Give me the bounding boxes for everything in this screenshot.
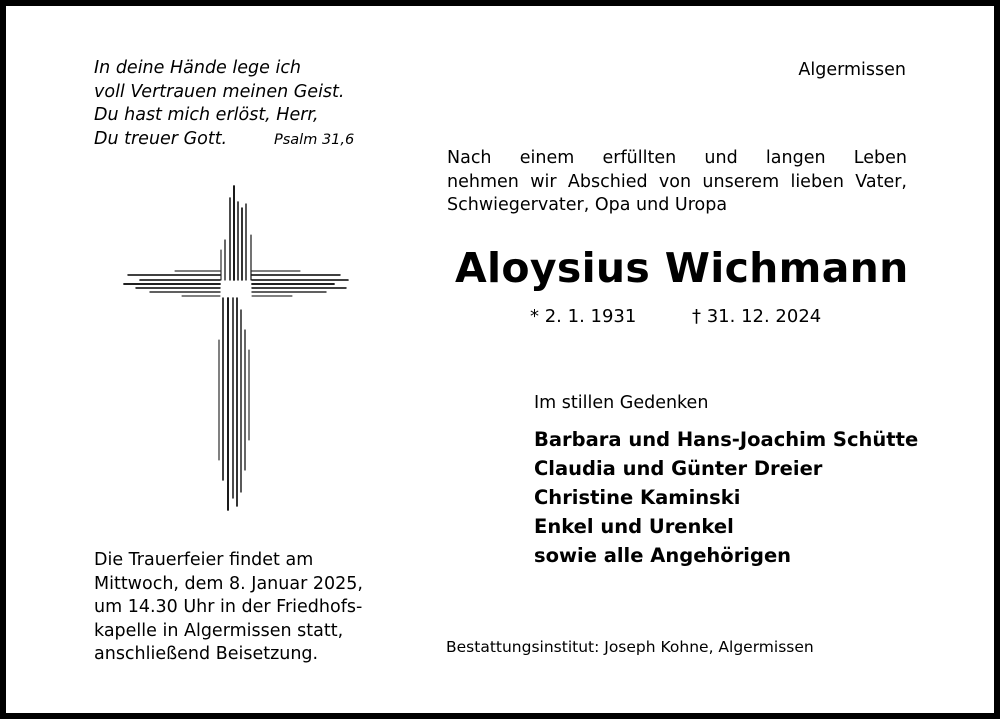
intro-text xyxy=(447,147,907,218)
intro-line: nehmen wir Abschied von unserem lieben Vater, xyxy=(447,171,907,192)
intro-line: Nach einem erfüllten und langen Leben xyxy=(447,148,907,168)
cross-icon xyxy=(120,180,360,520)
ceremony-line: um 14.30 Uhr in der Friedhofs- xyxy=(94,597,363,618)
ceremony-line: kapelle in Algermissen statt, xyxy=(94,620,344,641)
undertaker-info: Bestattungsinstitut: Joseph Kohne, Algermissen xyxy=(446,638,814,656)
mourner-name: Christine Kaminski xyxy=(534,486,741,509)
verse-line: Du hast mich erlöst, Herr, xyxy=(94,105,319,125)
mourner-name: Claudia und Günter Dreier xyxy=(534,457,823,480)
mourner-name: Barbara und Hans-Joachim Schütte xyxy=(534,428,919,451)
verse-line: voll Vertrauen meinen Geist. xyxy=(94,81,345,102)
death-date: † 31. 12. 2024 xyxy=(692,306,822,327)
mourners-heading: Im stillen Gedenken xyxy=(534,393,709,413)
bible-verse xyxy=(94,57,355,151)
birth-date: * 2. 1. 1931 xyxy=(530,306,637,327)
place-name: Algermissen xyxy=(798,60,906,80)
verse-line xyxy=(94,128,355,152)
ceremony-info xyxy=(94,549,363,667)
mourners-list xyxy=(534,425,918,570)
mourner-name: sowie alle Angehörigen xyxy=(534,544,792,567)
ceremony-line: Die Trauerfeier findet am xyxy=(94,550,314,570)
verse-reference: Psalm 31,6 xyxy=(274,131,355,148)
verse-line: In deine Hände lege ich xyxy=(94,58,302,78)
deceased-name: Aloysius Wichmann xyxy=(455,244,909,292)
verse-line-text: Du treuer Gott. xyxy=(94,128,228,149)
ceremony-line: Mittwoch, dem 8. Januar 2025, xyxy=(94,573,363,594)
mourner-name: Enkel und Urenkel xyxy=(534,515,734,538)
ceremony-line: anschließend Beisetzung. xyxy=(94,644,319,665)
intro-line: Schwiegervater, Opa und Uropa xyxy=(447,195,728,215)
